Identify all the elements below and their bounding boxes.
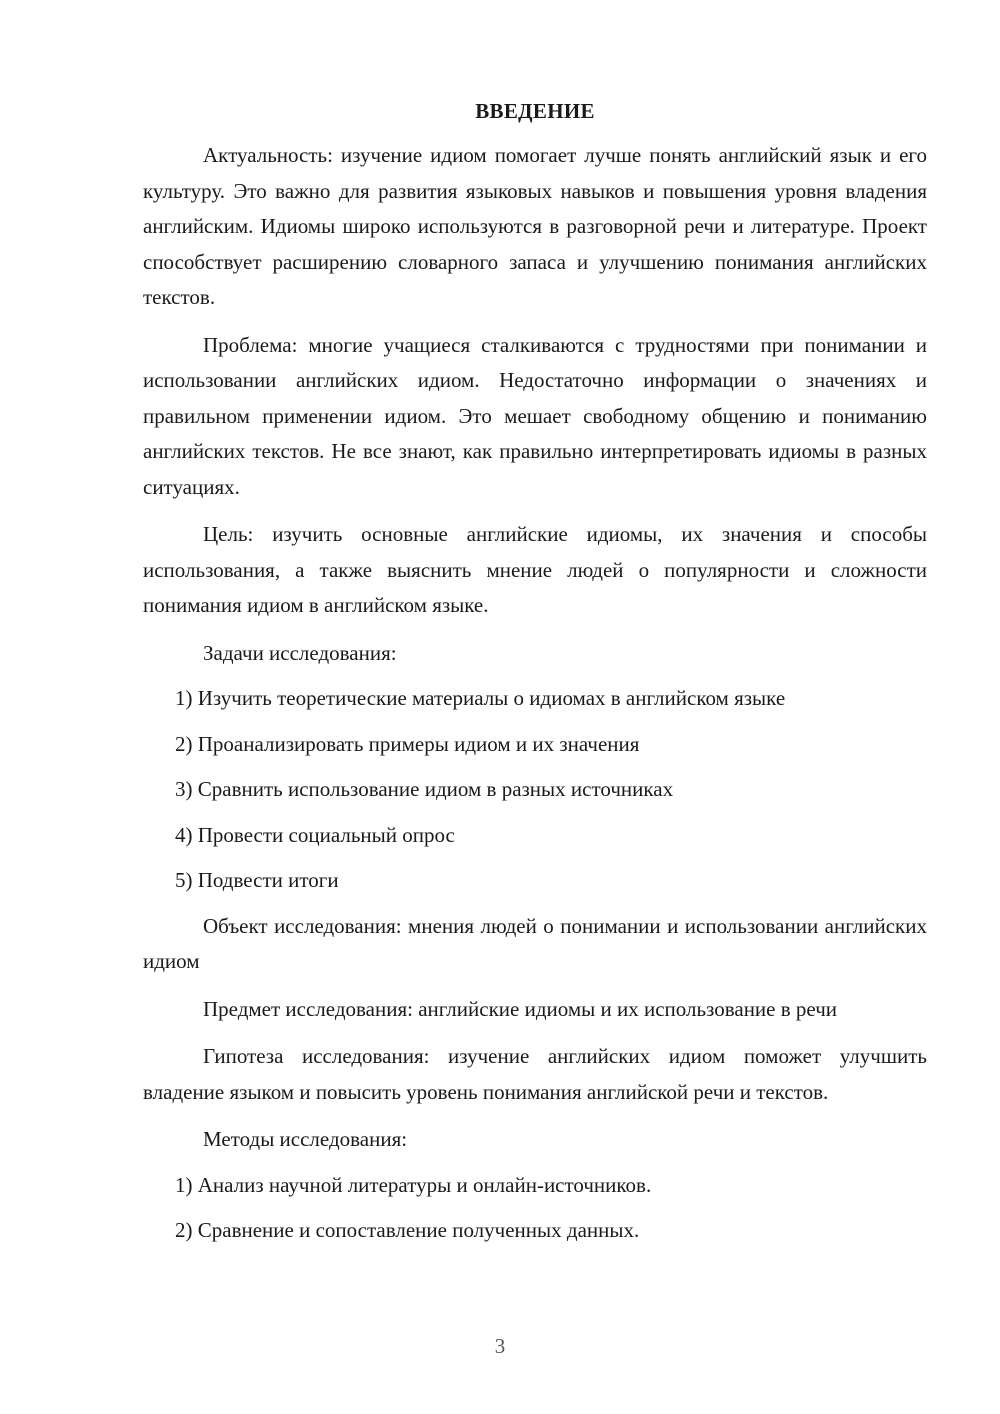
page-title: ВВЕДЕНИЕ	[475, 99, 595, 123]
problem-paragraph: Проблема: многие учащиеся сталкиваются с трудностями при понимании и использовании английских идиом. Недостаточно информации о значениях и правильном применении идиом. Это мешает свободному общению и пониманию английских текстов. Не все знают, как правильно интерпретировать идиомы в разных ситуациях.	[143, 332, 927, 499]
tasks-list	[143, 681, 927, 899]
method-item: 1) Анализ научной литературы и онлайн-источников.	[175, 1172, 652, 1197]
task-item: 2) Проанализировать примеры идиом и их значения	[175, 731, 640, 756]
task-item: 4) Провести социальный опрос	[175, 822, 455, 847]
task-item: 1) Изучить теоретические материалы о идиомах в английском языке	[175, 686, 786, 710]
tasks-heading: Задачи исследования:	[203, 640, 397, 665]
relevance-paragraph: Актуальность: изучение идиом помогает лучше понять английский язык и его культуру. Это важно для развития языковых навыков и повышения уровня владения английским. Идиомы широко используются в разговорной речи и литературе. Проект способствует расширению словарного запаса и улучшению понимания английских текстов.	[143, 143, 927, 309]
goal-paragraph: Цель: изучить основные английские идиомы, их значения и способы использования, а также выяснить мнение людей о популярности и сложности понимания идиом в английском языке.	[143, 522, 927, 617]
task-item: 5) Подвести итоги	[175, 868, 339, 892]
methods-heading: Методы исследования:	[203, 1127, 408, 1151]
object-paragraph: Объект исследования: мнения людей о понимании и использовании английских идиом	[143, 913, 927, 973]
subject-paragraph: Предмет исследования: английские идиомы и их использование в речи	[203, 996, 837, 1021]
page-content	[143, 96, 927, 1259]
methods-list	[143, 1168, 927, 1249]
method-item: 2) Сравнение и сопоставление полученных данных.	[175, 1218, 640, 1242]
task-item: 3) Сравнить использование идиом в разных источниках	[175, 777, 674, 801]
hypothesis-paragraph: Гипотеза исследования: изучение английских идиом поможет улучшить владение языком и повысить уровень понимания английской речи и текстов.	[143, 1044, 927, 1104]
page-number: 3	[494, 1334, 506, 1358]
